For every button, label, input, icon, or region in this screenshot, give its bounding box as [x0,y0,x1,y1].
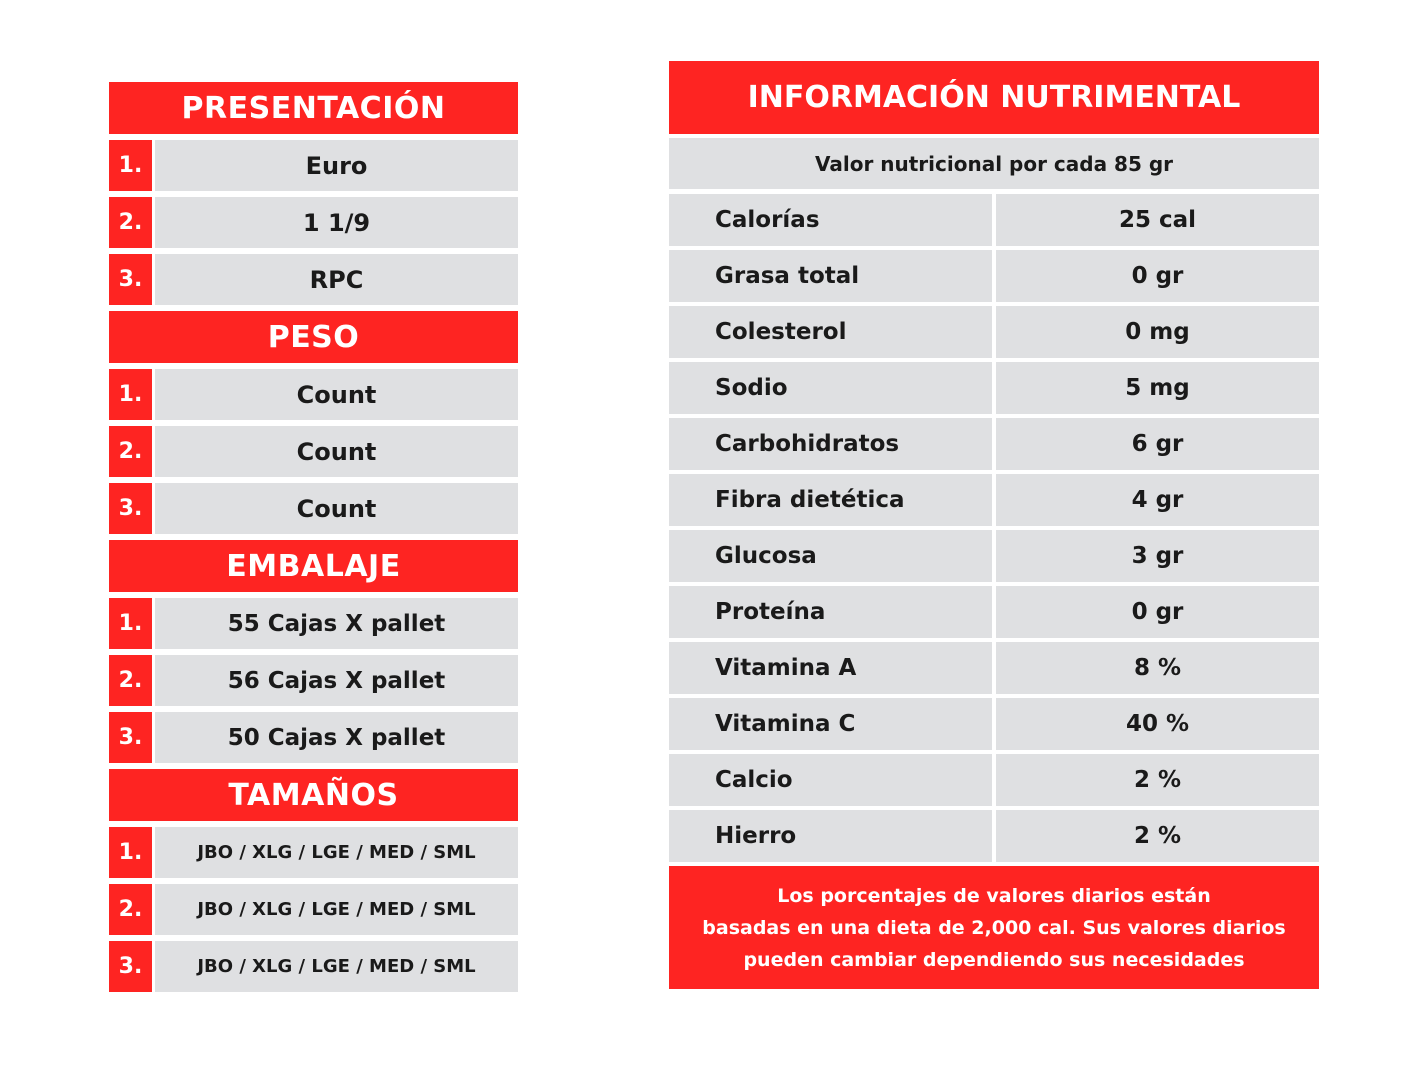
nutrient-name: Sodio [669,362,992,414]
row-number: 3. [109,712,152,763]
nutrient-value: 0 mg [996,306,1319,358]
list-item [109,197,518,248]
nutrient-value: 6 gr [996,418,1319,470]
table-row [669,754,1319,806]
list-item [109,254,518,305]
nutrition-panel [669,61,1319,989]
list-item [109,369,518,420]
row-number: 2. [109,655,152,706]
nutrient-name: Calcio [669,754,992,806]
nutrient-value: 3 gr [996,530,1319,582]
row-value: 56 Cajas X pallet [155,655,518,706]
table-row [669,530,1319,582]
row-value: RPC [155,254,518,305]
section-header-peso: PESO [109,311,518,363]
row-value: JBO / XLG / LGE / MED / SML [155,941,518,992]
nutrient-name: Grasa total [669,250,992,302]
row-value: JBO / XLG / LGE / MED / SML [155,884,518,935]
nutrition-table [669,194,1319,862]
section-header-presentacion: PRESENTACIÓN [109,82,518,134]
nutrient-name: Hierro [669,810,992,862]
nutrient-name: Calorías [669,194,992,246]
table-row [669,250,1319,302]
nutrient-value: 25 cal [996,194,1319,246]
list-item [109,483,518,534]
product-spec-panel [109,82,518,992]
nutrient-value: 8 % [996,642,1319,694]
nutrient-name: Carbohidratos [669,418,992,470]
nutrient-value: 2 % [996,754,1319,806]
nutrient-value: 5 mg [996,362,1319,414]
row-number: 2. [109,426,152,477]
section-header-embalaje: EMBALAJE [109,540,518,592]
row-value: Count [155,369,518,420]
list-item [109,426,518,477]
list-item [109,140,518,191]
table-row [669,194,1319,246]
nutrient-name: Proteína [669,586,992,638]
table-row [669,642,1319,694]
nutrient-name: Fibra dietética [669,474,992,526]
row-number: 1. [109,598,152,649]
row-value: Euro [155,140,518,191]
table-row [669,810,1319,862]
row-value: JBO / XLG / LGE / MED / SML [155,827,518,878]
row-number: 2. [109,884,152,935]
row-number: 1. [109,369,152,420]
row-value: 55 Cajas X pallet [155,598,518,649]
row-value: 50 Cajas X pallet [155,712,518,763]
nutrition-title: INFORMACIÓN NUTRIMENTAL [669,61,1319,134]
table-row [669,698,1319,750]
row-number: 3. [109,941,152,992]
list-item [109,712,518,763]
row-number: 3. [109,483,152,534]
row-number: 1. [109,140,152,191]
table-row [669,474,1319,526]
table-row [669,306,1319,358]
nutrient-value: 4 gr [996,474,1319,526]
row-number: 2. [109,197,152,248]
list-item [109,884,518,935]
row-number: 1. [109,827,152,878]
nutrient-value: 0 gr [996,250,1319,302]
table-row [669,362,1319,414]
list-item [109,941,518,992]
row-value: Count [155,426,518,477]
nutrient-value: 2 % [996,810,1319,862]
nutrient-value: 0 gr [996,586,1319,638]
nutrient-name: Vitamina C [669,698,992,750]
section-header-tamanos: TAMAÑOS [109,769,518,821]
nutrition-subtitle: Valor nutricional por cada 85 gr [669,138,1319,189]
list-item [109,827,518,878]
list-item [109,655,518,706]
nutrient-name: Vitamina A [669,642,992,694]
daily-value-footnote [669,866,1319,989]
footnote-line: basadas en una dieta de 2,000 cal. Sus valores diarios [702,916,1286,939]
footnote-line: pueden cambiar dependiendo sus necesidades [743,948,1245,971]
footnote-line: Los porcentajes de valores diarios están [777,884,1211,907]
row-number: 3. [109,254,152,305]
row-value: 1 1/9 [155,197,518,248]
table-row [669,418,1319,470]
nutrient-value: 40 % [996,698,1319,750]
nutrient-name: Colesterol [669,306,992,358]
list-item [109,598,518,649]
nutrient-name: Glucosa [669,530,992,582]
row-value: Count [155,483,518,534]
table-row [669,586,1319,638]
